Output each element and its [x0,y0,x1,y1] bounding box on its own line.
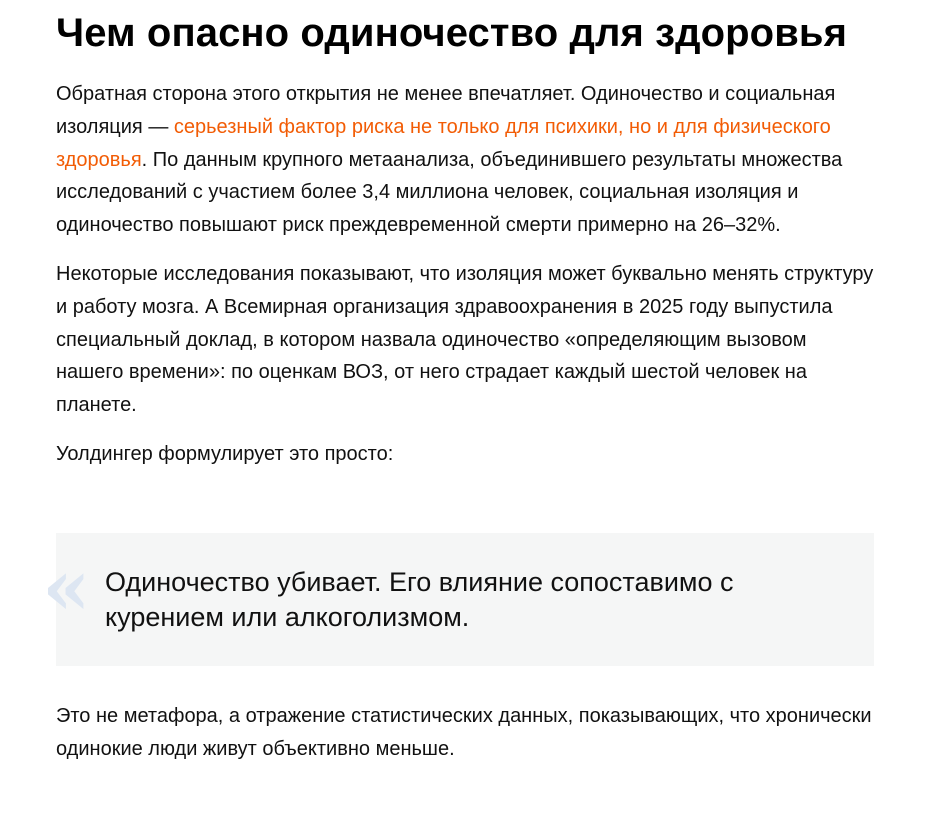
paragraph-loneliness-risk [56,78,874,242]
blockquote [42,533,874,666]
paragraph-text: . По данным крупного метаанализа, объединившего результаты множества исследований с участием более 3,4 миллиона человек, социальная изоляция и одиночество повышают риск преждевременной смерти примерно на 26–32%. [56,148,843,237]
risk-factor-link[interactable]: серьезный фактор риска не только для психики, но и для физического здоровья [56,115,831,171]
paragraph-waldinger-intro: Уолдингер формулирует это просто: [56,442,394,465]
paragraph-conclusion: Это не метафора, а отражение статистических данных, показывающих, что хронически одинокие люди живут объективно меньше. [56,705,872,760]
quote-text: Одиночество убивает. Его влияние сопоставимо с курением или алкоголизмом. [105,567,734,632]
article-body-continued [56,700,874,766]
article-body [56,0,874,471]
paragraph-text: Обратная сторона этого открытия не менее впечатляет. Одиночество и социальная изоляция — [56,83,836,138]
paragraph-brain-who: Некоторые исследования показывают, что изоляция может буквально менять структуру и работу мозга. А Всемирная организация здравоохранения в 2025 году выпустила специальный доклад, в котором назвала одиночество «определяющим вызовом нашего времени»: по оценкам ВОЗ, от него страдает каждый шестой человек на планете. [56,262,874,417]
article-title: Чем опасно одиночество для здоровья [56,11,848,55]
quote-mark-icon: « [42,542,91,633]
